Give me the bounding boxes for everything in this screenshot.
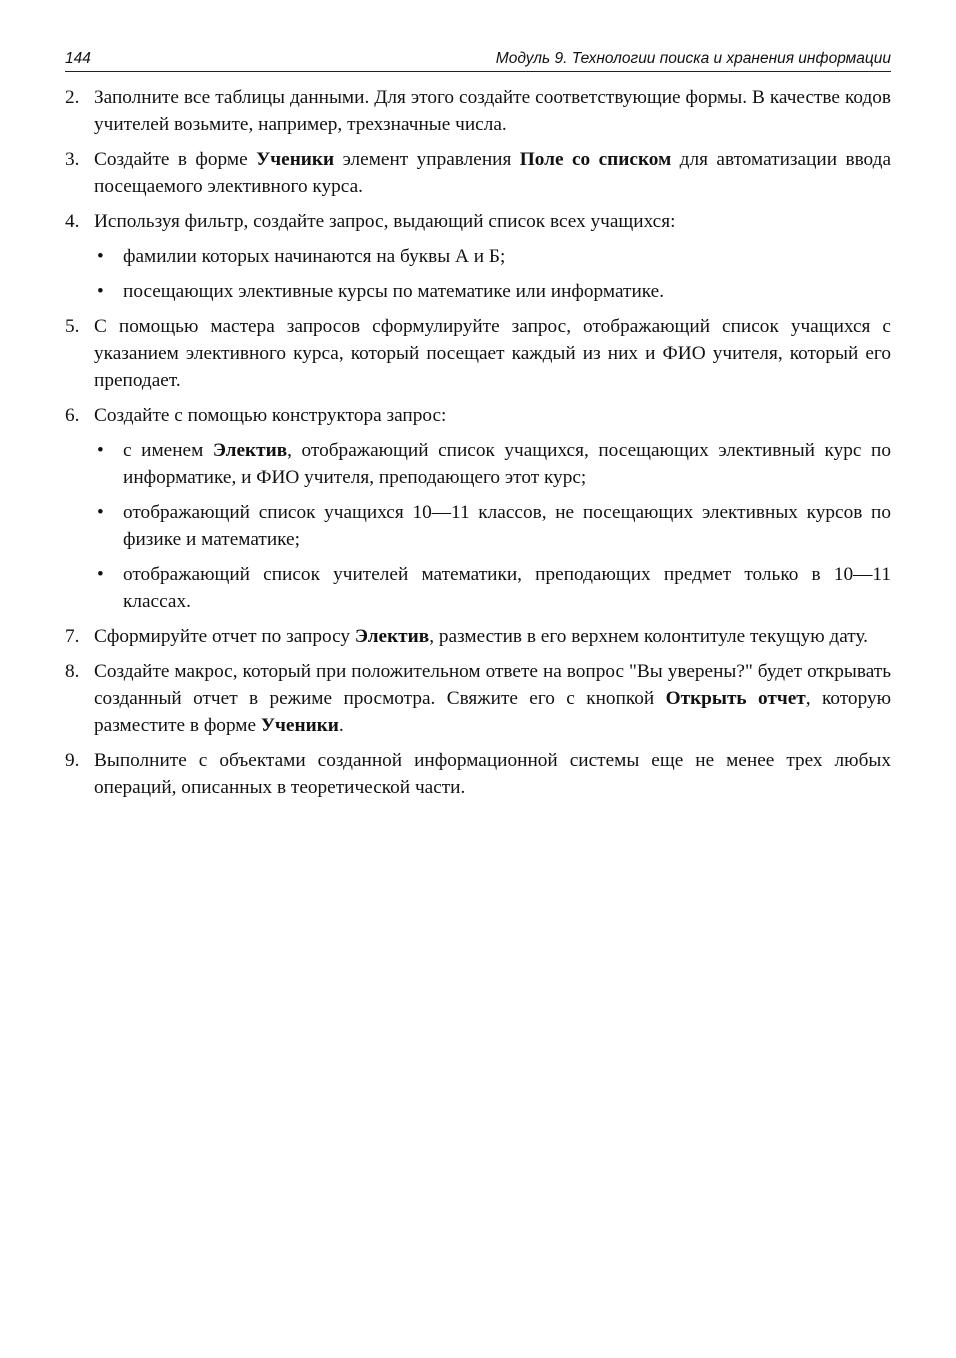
query-name-bold: Электив bbox=[212, 440, 288, 461]
item-number: 9. bbox=[65, 750, 80, 771]
item-number: 4. bbox=[65, 211, 80, 232]
bullet-text: отображающий список учителей математики, преподающих предмет только в 10—11 классах. bbox=[123, 564, 891, 612]
item-number: 6. bbox=[65, 405, 80, 426]
list-item bbox=[65, 208, 891, 305]
chapter-title: Модуль 9. Технологии поиска и хранения информации bbox=[495, 50, 891, 67]
bullet-text: фамилии которых начинаются на буквы А и Б; bbox=[123, 246, 506, 267]
item-number: 3. bbox=[65, 149, 80, 170]
item-text: , которую разместите в форме bbox=[94, 688, 891, 736]
item-text: Создайте с помощью конструктора запрос: bbox=[94, 405, 447, 426]
list-item bbox=[65, 658, 891, 739]
item-text: . bbox=[338, 715, 344, 736]
control-name-bold: Поле со списком bbox=[519, 149, 672, 170]
form-name-bold: Ученики bbox=[260, 715, 339, 736]
bullet-icon: • bbox=[97, 246, 104, 267]
query-name-bold: Электив bbox=[354, 626, 430, 647]
bullet-text: , отображающий список учащихся, посещающих элективный курс по информатике, и ФИО учителя, преподающего этот курс; bbox=[123, 440, 891, 488]
bullet-item bbox=[94, 243, 891, 270]
list-item bbox=[65, 146, 891, 200]
item-number: 2. bbox=[65, 87, 80, 108]
bullet-list bbox=[94, 243, 891, 305]
item-text: Выполните с объектами созданной информационной системы еще не менее трех любых операций, описанных в теоретической части. bbox=[94, 750, 891, 798]
item-text: элемент управления bbox=[334, 149, 520, 170]
list-item bbox=[65, 402, 891, 615]
item-text: , разместив в его верхнем колонтитуле текущую дату. bbox=[429, 626, 869, 647]
bullet-item bbox=[94, 278, 891, 305]
item-text: Создайте макрос, который при положительном ответе на вопрос "Вы уверены?" будет открывать созданный отчет в режиме просмотра. Свяжите его с кнопкой bbox=[94, 661, 891, 709]
list-item bbox=[65, 747, 891, 801]
item-number: 8. bbox=[65, 661, 80, 682]
bullet-item bbox=[94, 437, 891, 491]
item-text: Создайте в форме bbox=[94, 149, 257, 170]
bullet-item bbox=[94, 499, 891, 553]
form-name-bold: Ученики bbox=[256, 149, 335, 170]
item-text: для автоматизации ввода посещаемого элективного курса. bbox=[94, 149, 892, 197]
bullet-icon: • bbox=[97, 564, 104, 585]
exercise-list bbox=[65, 84, 891, 801]
bullet-text: с именем bbox=[123, 440, 213, 461]
running-header bbox=[65, 50, 891, 72]
list-item bbox=[65, 313, 891, 394]
item-text: Заполните все таблицы данными. Для этого создайте соответствующие формы. В качестве кодов учителей возьмите, например, трехзначные числа. bbox=[94, 87, 891, 135]
bullet-list bbox=[94, 437, 891, 615]
bullet-text: посещающих элективные курсы по математике или информатике. bbox=[123, 281, 665, 302]
list-item bbox=[65, 623, 891, 650]
bullet-icon: • bbox=[97, 440, 104, 461]
bullet-icon: • bbox=[97, 281, 104, 302]
item-number: 5. bbox=[65, 316, 80, 337]
item-text: С помощью мастера запросов сформулируйте запрос, отображающий список учащихся с указанием элективного курса, который посещает каждый из них и ФИО учителя, который его преподает. bbox=[94, 316, 891, 391]
list-item bbox=[65, 84, 891, 138]
bullet-text: отображающий список учащихся 10—11 классов, не посещающих элективных курсов по физике и математике; bbox=[123, 502, 891, 550]
item-text: Используя фильтр, создайте запрос, выдающий список всех учащихся: bbox=[94, 211, 676, 232]
page-number: 144 bbox=[65, 50, 91, 67]
item-text: Сформируйте отчет по запросу bbox=[94, 626, 355, 647]
bullet-icon: • bbox=[97, 502, 104, 523]
bullet-item bbox=[94, 561, 891, 615]
item-number: 7. bbox=[65, 626, 80, 647]
book-page bbox=[65, 50, 891, 809]
button-name-bold: Открыть отчет bbox=[665, 688, 806, 709]
